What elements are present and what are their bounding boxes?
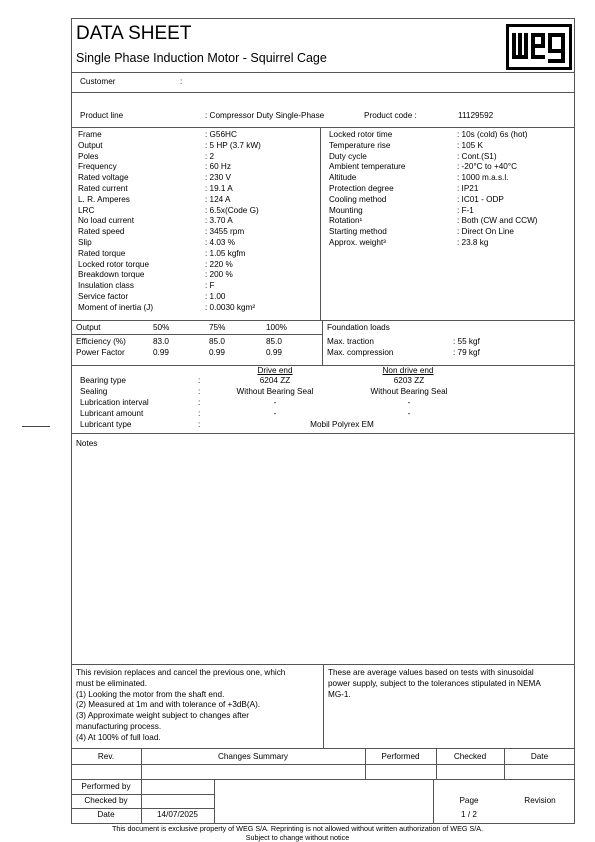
spec-value: : 4.03 % [205,238,236,247]
bearing-drive-end-value: - [273,398,277,407]
spec-value: : 5 HP (3.7 kW) [205,140,261,150]
lubricant-type-value: Mobil Polyrex EM [310,420,374,429]
spec-value: : -20°C to +40°C [457,162,518,172]
footnote-line: (4) At 100% of full load. [76,732,161,742]
spec-label: Altitude [329,173,357,183]
spec-label: Frequency [78,162,117,172]
spec-label: Slip [78,238,92,247]
spec-value: : IP21 [457,184,479,193]
performance-cell: 0.99 [209,348,225,357]
product-line-label: Product line [80,111,124,120]
spec-label: Rated torque [78,248,126,258]
performance-header-cell: Output [76,323,101,332]
spec-value: : 60 Hz [205,162,231,172]
spec-value: : 200 % [205,270,233,280]
spec-label: Locked rotor torque [78,259,150,269]
spec-label: Locked rotor time [329,130,393,139]
bearing-row-label: Sealing [80,387,108,396]
footnote-line: These are average values based on tests with sinusoidal [328,668,534,677]
bearing-row-label: Bearing type [80,376,126,385]
foundation-label: Max. compression [327,348,394,357]
spec-label: Frame [78,130,102,139]
date-label: Date [97,810,115,819]
spec-value: : IC01 - ODP [457,194,504,204]
spec-value: : G56HC [205,130,237,139]
spec-label: Starting method [329,227,387,237]
spec-value: : 23.8 kg [457,238,489,247]
bearing-non-drive-end-value: - [407,409,411,418]
performance-cell: Efficiency (%) [76,337,126,346]
date-header: Date [530,752,549,761]
product-code-label: Product code : [364,111,417,120]
bearing-row-separator: : [198,376,201,385]
performed-header: Performed [381,752,420,761]
spec-label: Rated voltage [78,173,129,183]
spec-label: Poles [78,151,99,161]
spec-label: Duty cycle [329,151,367,161]
spec-value: : 124 A [205,194,231,204]
spec-label: Breakdown torque [78,270,145,280]
spec-label: Rated current [78,184,128,193]
spec-value: : 6.5x(Code G) [205,205,259,215]
rev-header: Rev. [97,752,115,761]
spec-value: : 3455 rpm [205,227,245,237]
performed-by-label: Performed by [81,782,131,791]
drive-end-header: Drive end [257,366,293,375]
bearing-row-separator: : [198,398,201,407]
footnote-line: (1) Looking the motor from the shaft end. [76,689,225,699]
footnote-line: MG-1. [328,689,351,699]
footer-notice: Subject to change without notice [245,833,350,842]
spec-label: No load current [78,216,134,226]
performance-cell: 85.0 [209,337,225,346]
spec-value: : 1.05 kgfm [205,248,246,258]
bearing-row-label: Lubrication interval [80,398,149,407]
spec-value: : 230 V [205,173,231,183]
footnote-line: (3) Approximate weight subject to changes after [76,711,249,721]
spec-value: : 19.1 A [205,184,233,193]
notes-label: Notes [76,439,98,448]
spec-label: Service factor [78,292,129,301]
weg-logo [506,24,572,70]
footnote-line: must be eliminated. [76,678,147,688]
spec-label: Insulation class [78,281,134,291]
performance-cell: 83.0 [153,337,169,346]
changes-summary-header: Changes Summary [217,752,289,761]
footer-copyright: This document is exclusive property of WEG S/A. Reprinting is not allowed without written authorization of WEG S/A. [111,824,484,833]
foundation-title: Foundation loads [327,323,390,332]
foundation-value: : 79 kgf [453,348,480,357]
spec-value: : Both (CW and CCW) [457,216,538,226]
date-value: 14/07/2025 [157,810,198,819]
spec-label: LRC [78,205,95,215]
spec-value: : Direct On Line [457,227,514,237]
product-line-value: : Compressor Duty Single-Phase [205,111,325,120]
revision-label: Revision [524,796,556,805]
page-label: Page [459,796,479,805]
spec-label: Rotation¹ [329,216,363,226]
spec-value: : 1.00 [205,292,226,301]
spec-label: Mounting [329,205,363,215]
spec-label: Cooling method [329,194,387,204]
spec-label: Ambient temperature [329,162,406,172]
spec-value: : F [205,281,215,291]
spec-value: : 0.0030 kgm² [205,302,256,312]
bearing-row-label: Lubricant amount [80,409,144,418]
spec-value: : 2 [205,151,215,161]
checked-header: Checked [453,752,487,761]
spec-label: Temperature rise [329,140,391,150]
lubricant-type-separator: : [198,420,201,429]
customer-label: Customer [80,77,116,86]
spec-label: Moment of inertia (J) [78,302,154,312]
spec-label: Approx. weight³ [329,238,386,247]
non-drive-end-header: Non drive end [382,366,434,375]
footnote-line: (2) Measured at 1m and with tolerance of +3dB(A). [76,700,261,710]
bearing-non-drive-end-value: 6203 ZZ [393,376,425,385]
bearing-row-separator: : [198,387,201,396]
performance-cell: 0.99 [153,348,169,357]
performance-header-cell: 75% [209,323,226,332]
page-value: 1 / 2 [461,810,477,819]
spec-label: Protection degree [329,184,394,193]
spec-value: : Cont.(S1) [457,151,497,161]
page-title: DATA SHEET [76,23,192,44]
spec-value: : 220 % [205,259,233,269]
performance-cell: 0.99 [266,348,282,357]
spec-label: L. R. Amperes [78,194,130,204]
checked-by-label: Checked by [84,796,128,805]
footnote-line: manufacturing process. [76,722,162,731]
bearing-non-drive-end-value: Without Bearing Seal [370,387,448,396]
bearing-drive-end-value: 6204 ZZ [259,376,291,385]
bearing-drive-end-value: - [273,409,277,418]
spec-label: Output [78,140,103,150]
bearing-drive-end-value: Without Bearing Seal [236,387,314,396]
performance-header-cell: 50% [153,323,170,332]
performance-cell: 85.0 [266,337,282,346]
bearing-non-drive-end-value: - [407,398,411,407]
product-code-value: 11129592 [458,111,494,120]
spec-value: : 10s (cold) 6s (hot) [457,130,528,139]
bearing-row-separator: : [198,409,201,418]
page-subtitle: Single Phase Induction Motor - Squirrel Cage [76,51,327,65]
spec-value: : F-1 [457,205,474,215]
performance-cell: Power Factor [76,348,125,357]
spec-value: : 1000 m.a.s.l. [457,173,509,183]
foundation-value: : 55 kgf [453,337,480,346]
lubricant-type-label: Lubricant type [80,420,132,429]
spec-label: Rated speed [78,227,125,237]
spec-value: : 3.70 A [205,216,233,226]
footnote-line: This revision replaces and cancel the previous one, which [76,668,286,677]
footnote-line: power supply, subject to the tolerances stipulated in NEMA [328,678,541,688]
performance-header-cell: 100% [266,323,287,332]
foundation-label: Max. traction [327,337,374,346]
customer-separator: : [180,77,183,86]
spec-value: : 105 K [457,140,483,150]
